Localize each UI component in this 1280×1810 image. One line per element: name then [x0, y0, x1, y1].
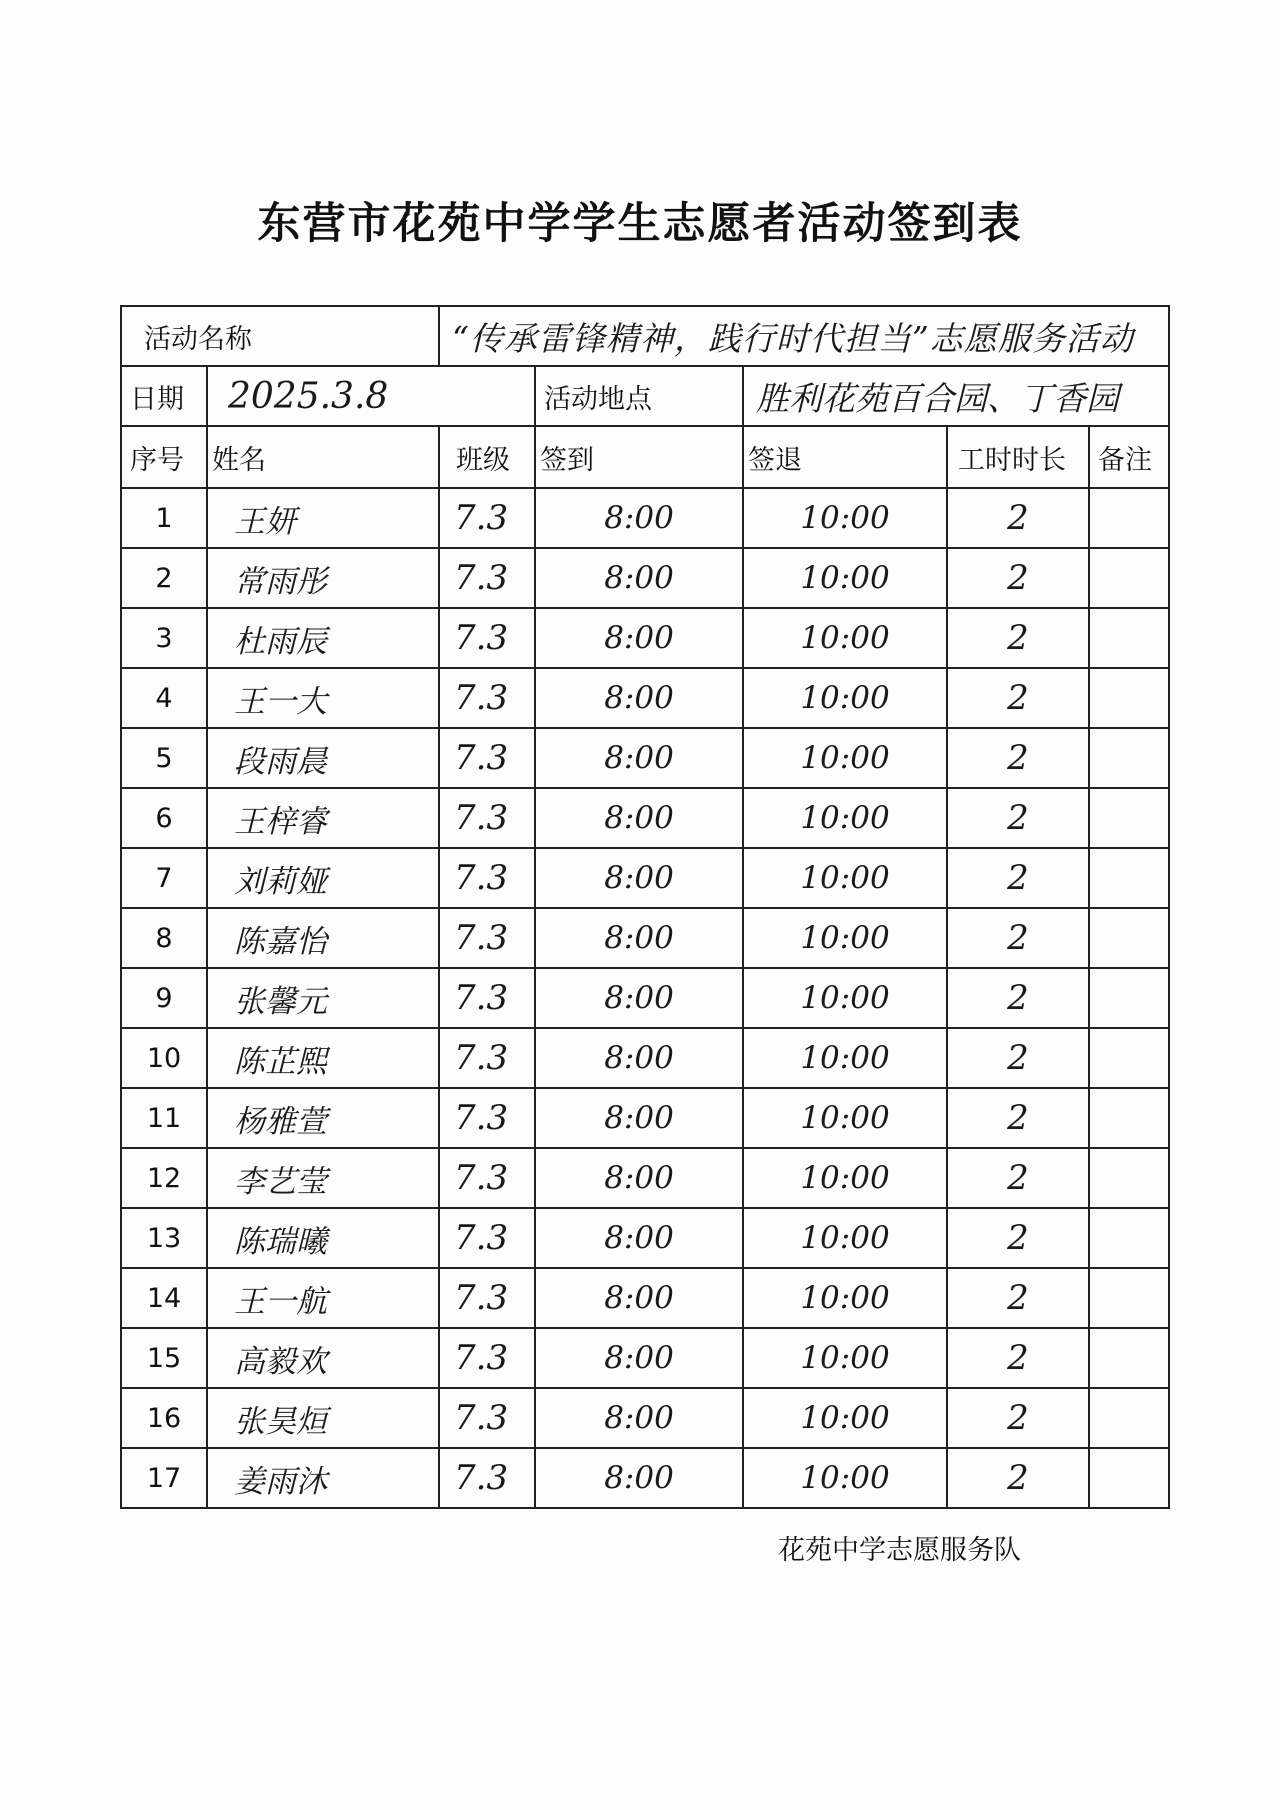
row-class: 7.3	[439, 1028, 535, 1088]
row-remarks	[1089, 1208, 1169, 1268]
location-value: 胜利花苑百合园、丁香园	[743, 366, 1169, 426]
row-remarks	[1089, 968, 1169, 1028]
sign-in-table	[120, 305, 1170, 1509]
row-name: 王梓睿	[207, 788, 439, 848]
table-row	[121, 1448, 1169, 1508]
row-remarks	[1089, 668, 1169, 728]
table-row	[121, 488, 1169, 548]
row-remarks	[1089, 908, 1169, 968]
row-seq: 3	[121, 608, 207, 668]
table-row	[121, 968, 1169, 1028]
row-sign-out: 10:00	[743, 1208, 947, 1268]
row-sign-in: 8:00	[535, 548, 743, 608]
row-remarks	[1089, 1448, 1169, 1508]
row-sign-out: 10:00	[743, 1328, 947, 1388]
row-class: 7.3	[439, 1388, 535, 1448]
date-label: 日期	[121, 366, 207, 426]
row-seq: 2	[121, 548, 207, 608]
row-sign-out: 10:00	[743, 1028, 947, 1088]
table-row	[121, 788, 1169, 848]
row-remarks	[1089, 1268, 1169, 1328]
row-hours: 2	[947, 908, 1089, 968]
row-class: 7.3	[439, 1328, 535, 1388]
row-remarks	[1089, 1148, 1169, 1208]
table-row	[121, 848, 1169, 908]
date-location-row	[121, 366, 1169, 426]
table-row	[121, 728, 1169, 788]
row-seq: 1	[121, 488, 207, 548]
row-class: 7.3	[439, 1148, 535, 1208]
row-hours: 2	[947, 1448, 1089, 1508]
row-hours: 2	[947, 548, 1089, 608]
row-remarks	[1089, 1328, 1169, 1388]
sheet-title: 东营市花苑中学学生志愿者活动签到表	[257, 199, 1023, 249]
row-sign-out: 10:00	[743, 1448, 947, 1508]
row-name: 王一航	[207, 1268, 439, 1328]
row-name: 李艺莹	[207, 1148, 439, 1208]
row-sign-out: 10:00	[743, 548, 947, 608]
row-class: 7.3	[439, 848, 535, 908]
row-class: 7.3	[439, 728, 535, 788]
header-name: 姓名	[207, 426, 439, 488]
row-name: 姜雨沐	[207, 1448, 439, 1508]
column-header-row	[121, 426, 1169, 488]
date-value: 2025.3.8	[207, 366, 535, 426]
row-sign-out: 10:00	[743, 1268, 947, 1328]
row-sign-out: 10:00	[743, 728, 947, 788]
row-name: 陈芷熙	[207, 1028, 439, 1088]
row-hours: 2	[947, 668, 1089, 728]
row-hours: 2	[947, 488, 1089, 548]
row-hours: 2	[947, 1328, 1089, 1388]
row-sign-out: 10:00	[743, 788, 947, 848]
row-hours: 2	[947, 1088, 1089, 1148]
header-remarks: 备注	[1089, 426, 1169, 488]
row-name: 杜雨辰	[207, 608, 439, 668]
row-seq: 13	[121, 1208, 207, 1268]
row-remarks	[1089, 728, 1169, 788]
row-sign-in: 8:00	[535, 908, 743, 968]
row-hours: 2	[947, 1028, 1089, 1088]
row-seq: 12	[121, 1148, 207, 1208]
row-seq: 15	[121, 1328, 207, 1388]
row-hours: 2	[947, 1268, 1089, 1328]
row-sign-in: 8:00	[535, 1028, 743, 1088]
row-name: 王一大	[207, 668, 439, 728]
row-sign-out: 10:00	[743, 1388, 947, 1448]
row-name: 陈嘉怡	[207, 908, 439, 968]
row-sign-out: 10:00	[743, 1148, 947, 1208]
row-seq: 4	[121, 668, 207, 728]
activity-name-row	[121, 306, 1169, 366]
row-class: 7.3	[439, 908, 535, 968]
row-seq: 9	[121, 968, 207, 1028]
row-remarks	[1089, 608, 1169, 668]
row-sign-in: 8:00	[535, 728, 743, 788]
header-sign-out: 签退	[743, 426, 947, 488]
row-sign-in: 8:00	[535, 1448, 743, 1508]
row-name: 张昊烜	[207, 1388, 439, 1448]
footer-signature: 花苑中学志愿服务队	[778, 1535, 1021, 1566]
row-seq: 14	[121, 1268, 207, 1328]
row-hours: 2	[947, 1148, 1089, 1208]
row-name: 段雨晨	[207, 728, 439, 788]
row-hours: 2	[947, 968, 1089, 1028]
row-remarks	[1089, 788, 1169, 848]
row-class: 7.3	[439, 668, 535, 728]
row-sign-in: 8:00	[535, 488, 743, 548]
row-class: 7.3	[439, 1448, 535, 1508]
row-remarks	[1089, 1388, 1169, 1448]
row-seq: 17	[121, 1448, 207, 1508]
table-row	[121, 1268, 1169, 1328]
row-class: 7.3	[439, 608, 535, 668]
row-sign-out: 10:00	[743, 488, 947, 548]
row-seq: 11	[121, 1088, 207, 1148]
row-hours: 2	[947, 848, 1089, 908]
row-name: 杨雅萱	[207, 1088, 439, 1148]
row-class: 7.3	[439, 788, 535, 848]
row-hours: 2	[947, 728, 1089, 788]
row-sign-in: 8:00	[535, 1268, 743, 1328]
row-hours: 2	[947, 788, 1089, 848]
row-remarks	[1089, 488, 1169, 548]
row-sign-out: 10:00	[743, 968, 947, 1028]
table-row	[121, 608, 1169, 668]
table-row	[121, 548, 1169, 608]
row-hours: 2	[947, 608, 1089, 668]
row-name: 陈瑞曦	[207, 1208, 439, 1268]
row-sign-in: 8:00	[535, 1208, 743, 1268]
row-name: 刘莉娅	[207, 848, 439, 908]
table-row	[121, 668, 1169, 728]
row-name: 王妍	[207, 488, 439, 548]
row-sign-in: 8:00	[535, 668, 743, 728]
table-row	[121, 1088, 1169, 1148]
row-sign-in: 8:00	[535, 968, 743, 1028]
row-remarks	[1089, 848, 1169, 908]
row-seq: 7	[121, 848, 207, 908]
table-row	[121, 1328, 1169, 1388]
activity-name-label: 活动名称	[121, 306, 439, 366]
row-class: 7.3	[439, 488, 535, 548]
row-name: 高毅欢	[207, 1328, 439, 1388]
row-sign-out: 10:00	[743, 848, 947, 908]
row-seq: 8	[121, 908, 207, 968]
row-seq: 10	[121, 1028, 207, 1088]
table-row	[121, 1388, 1169, 1448]
header-class: 班级	[439, 426, 535, 488]
row-hours: 2	[947, 1388, 1089, 1448]
row-name: 常雨彤	[207, 548, 439, 608]
row-sign-in: 8:00	[535, 1328, 743, 1388]
table-row	[121, 1028, 1169, 1088]
row-seq: 16	[121, 1388, 207, 1448]
row-name: 张馨元	[207, 968, 439, 1028]
row-remarks	[1089, 1028, 1169, 1088]
row-sign-in: 8:00	[535, 848, 743, 908]
header-seq: 序号	[121, 426, 207, 488]
row-sign-in: 8:00	[535, 1088, 743, 1148]
row-seq: 6	[121, 788, 207, 848]
activity-name-value: “传承雷锋精神，践行时代担当”志愿服务活动	[439, 306, 1169, 366]
location-label: 活动地点	[535, 366, 743, 426]
row-sign-out: 10:00	[743, 608, 947, 668]
row-class: 7.3	[439, 548, 535, 608]
row-sign-out: 10:00	[743, 908, 947, 968]
table-row	[121, 1148, 1169, 1208]
table-row	[121, 1208, 1169, 1268]
row-class: 7.3	[439, 1268, 535, 1328]
row-sign-out: 10:00	[743, 1088, 947, 1148]
row-class: 7.3	[439, 968, 535, 1028]
row-remarks	[1089, 1088, 1169, 1148]
row-class: 7.3	[439, 1088, 535, 1148]
row-hours: 2	[947, 1208, 1089, 1268]
header-hours: 工时时长	[947, 426, 1089, 488]
row-sign-in: 8:00	[535, 608, 743, 668]
header-sign-in: 签到	[535, 426, 743, 488]
row-sign-in: 8:00	[535, 1388, 743, 1448]
row-seq: 5	[121, 728, 207, 788]
table-row	[121, 908, 1169, 968]
row-remarks	[1089, 548, 1169, 608]
row-sign-in: 8:00	[535, 1148, 743, 1208]
row-sign-in: 8:00	[535, 788, 743, 848]
row-sign-out: 10:00	[743, 668, 947, 728]
row-class: 7.3	[439, 1208, 535, 1268]
